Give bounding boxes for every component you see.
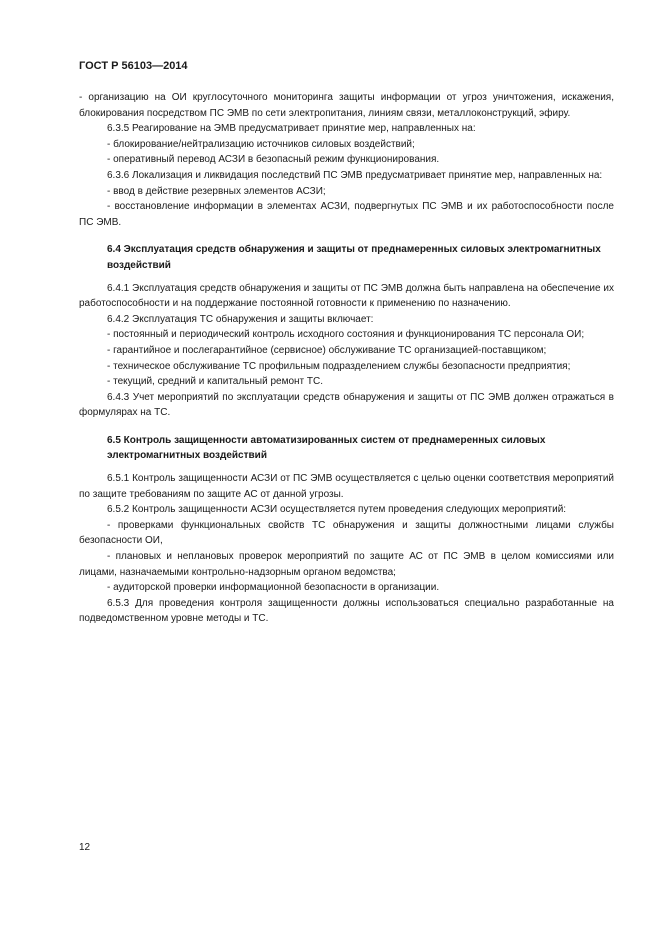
paragraph-6-5-1: 6.5.1 Контроль защищенности АСЗИ от ПС ЭМВ осуществляется с целью оценки соответствия мероприятий по защите требованиям по защите АС от данной угрозы. xyxy=(79,473,614,500)
document-header: ГОСТ Р 56103—2014 xyxy=(79,60,188,72)
page-number: 12 xyxy=(79,842,91,853)
paragraph-6-4-2: 6.4.2 Эксплуатация ТС обнаружения и защиты включает: xyxy=(107,313,374,325)
list-item: - техническое обслуживание ТС профильным подразделением службы безопасности предприятия; xyxy=(107,360,571,372)
section-heading-6-5: 6.5 Контроль защищенности автоматизированных систем от преднамеренных силовых электромагнитных воздействий xyxy=(107,434,546,462)
paragraph-6-4-3: 6.4.3 Учет мероприятий по эксплуатации средств обнаружения и защиты от ПС ЭМВ должен отражаться в формулярах на ТС. xyxy=(79,391,614,419)
section-heading-6-4: 6.4 Эксплуатация средств обнаружения и защиты от преднамеренных силовых электромагнитных воздействий xyxy=(107,244,601,271)
paragraph-6-3-6: 6.3.6 Локализация и ликвидация последствий ПС ЭМВ предусматривает принятие мер, направленных на: xyxy=(107,169,603,181)
list-item: - ввод в действие резервных элементов АСЗИ; xyxy=(107,185,326,197)
list-item: - гарантийное и послегарантийное (сервисное) обслуживание ТС организацией-поставщиком; xyxy=(107,344,547,356)
list-item: - блокирование/нейтрализацию источников силовых воздействий; xyxy=(107,138,415,150)
list-item: - текущий, средний и капитальный ремонт ТС. xyxy=(107,376,324,388)
paragraph-6-5-3: 6.5.3 Для проведения контроля защищенности должны использоваться специально разработанные на подведомственном уровне методы и ТС. xyxy=(79,597,614,625)
document-body xyxy=(79,90,614,627)
list-item: - организацию на ОИ круглосуточного мониторинга защиты информации от угроз уничтожения, искажения, блокирования посредством ПС ЭМВ по сети электропитания, линиям связи, металлоконструкций, эфиру. xyxy=(79,92,614,119)
list-item: - плановых и неплановых проверок мероприятий по защите АС от ПС ЭМВ в целом комиссиями или лицами, назначаемыми контрольно-надзорным органом ведомства; xyxy=(79,551,614,578)
list-item: - оперативный перевод АСЗИ в безопасный режим функционирования. xyxy=(107,154,440,166)
list-item: - постоянный и периодический контроль исходного состояния и функционирования ТС персонала ОИ; xyxy=(107,329,585,341)
list-item: - восстановление информации в элементах АСЗИ, подвергнутых ПС ЭМВ и их работоспособности после ПС ЭМВ. xyxy=(79,201,614,228)
paragraph-6-4-1: 6.4.1 Эксплуатация средств обнаружения и защиты от ПС ЭМВ должна быть направлена на обеспечение их работоспособности и на поддержание постоянной готовности к применению по назначению. xyxy=(79,282,614,310)
paragraph-6-5-2: 6.5.2 Контроль защищенности АСЗИ осуществляется путем проведения следующих мероприятий: xyxy=(107,504,567,516)
list-item: - проверками функциональных свойств ТС обнаружения и защиты должностными лицами службы безопасности ОИ, xyxy=(79,519,614,547)
list-item: - аудиторской проверки информационной безопасности в организации. xyxy=(107,582,440,594)
paragraph-6-3-5: 6.3.5 Реагирование на ЭМВ предусматривает принятие мер, направленных на: xyxy=(107,123,476,135)
